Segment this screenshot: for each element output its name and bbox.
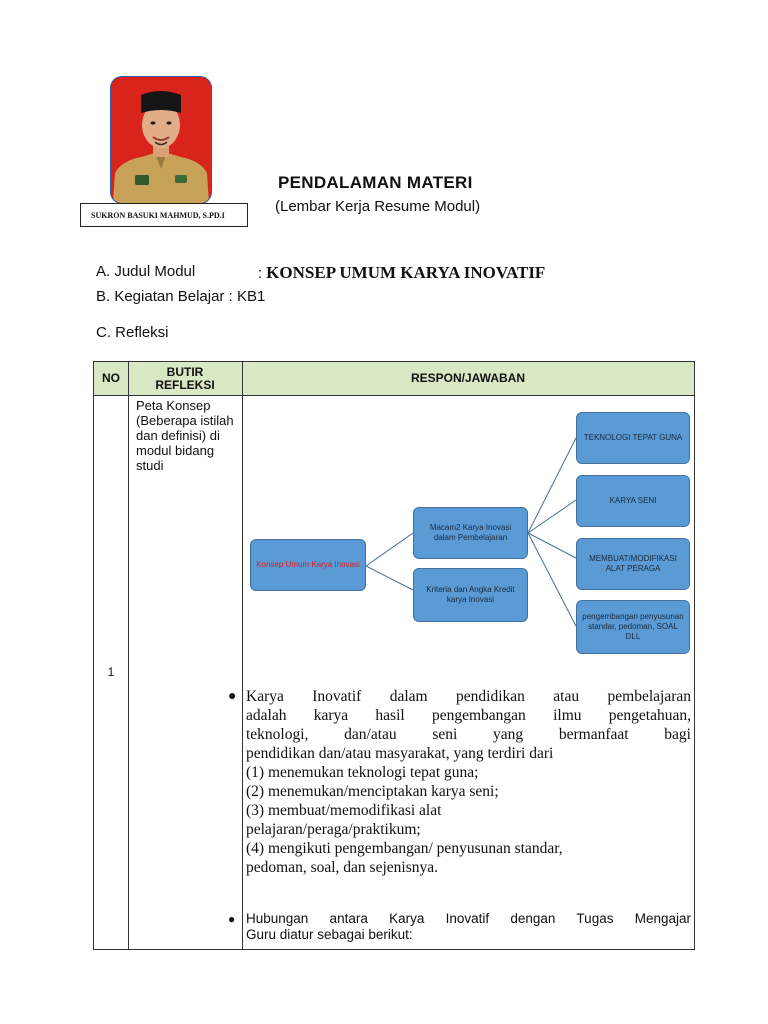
page-subtitle: (Lembar Kerja Resume Modul) [275, 198, 481, 215]
refleksi-table [93, 361, 695, 950]
bullet-icon: ● [228, 689, 237, 704]
bullet-line: (1) menemukan teknologi tepat guna; [246, 764, 479, 781]
profile-name: SUKRON BASUKI MAHMUD, S.PD.I [80, 203, 248, 227]
concept-leaf-alat-peraga: MEMBUAT/MODIFIKASI ALAT PERAGA [576, 538, 690, 590]
connector-mid1-leaf2 [528, 500, 576, 533]
meta-kegiatan-row [96, 288, 265, 305]
connector-root-mid1 [366, 533, 413, 566]
bullet-hubungan [228, 911, 691, 943]
person-portrait [111, 77, 211, 203]
header-butir-line1: BUTIR [166, 364, 204, 379]
row-butir-text: Peta Konsep (Beberapa istilah dan definisi) di modul bidang studi [136, 398, 234, 473]
connector-mid1-leaf3 [528, 533, 576, 558]
column-divider [128, 362, 129, 949]
concept-leaf-pengembangan: pengembangan penyusunan standar, pedoman, SOAL DLL [576, 600, 690, 654]
connector-mid1-leaf1 [528, 438, 576, 533]
bullet-line: Guru diatur sebagai berikut: [246, 927, 413, 942]
kegiatan-label: B. Kegiatan Belajar [96, 288, 225, 305]
bullet-line: Hubungan antara Karya Inovatif dengan Tugas Mengajar [246, 911, 691, 926]
meta-judul-row [96, 263, 546, 282]
kegiatan-value: KB1 [236, 288, 266, 305]
page-title: PENDALAMAN MATERI [278, 173, 473, 192]
bullet-line: adalah karya hasil pengembangan ilmu pengetahuan, [246, 707, 691, 724]
kegiatan-separator: : [228, 288, 233, 305]
header-no: NO [94, 362, 128, 396]
bullet-line: teknologi, dan/atau seni yang bermanfaat bagi [246, 726, 691, 743]
judul-separator: : [258, 265, 263, 282]
concept-mid-node-kriteria: Kriteria dan Angka Kredit karya Inovasi [413, 568, 528, 622]
header-butir-line2: REFLEKSI [155, 377, 215, 392]
judul-value: KONSEP UMUM KARYA INOVATIF [266, 263, 546, 282]
header-respon: RESPON/JAWABAN [242, 362, 694, 396]
bullet-line: (3) membuat/memodifikasi alat [246, 802, 442, 819]
concept-mid-node-macam: Macam2 Karya Inovasi dalam Pembelajaran [413, 507, 528, 559]
judul-value-wrap [258, 263, 545, 283]
concept-root-node: Konsep Umum Karya Inovasi [250, 539, 366, 591]
bullet-line: pedoman, soal, dan sejenisnya. [246, 859, 438, 876]
concept-leaf-teknologi: TEKNOLOGI TEPAT GUNA [576, 412, 690, 464]
connector-mid1-leaf4 [528, 533, 576, 626]
profile-photo [110, 76, 212, 204]
refleksi-label: C. Refleksi [96, 324, 169, 341]
bullet-line: (4) mengikuti pengembangan/ penyusunan standar, [246, 840, 563, 857]
judul-label: A. Judul Modul [96, 263, 196, 280]
bullet-line: pendidikan dan/atau masyarakat, yang terdiri dari [246, 745, 554, 762]
bullet-icon: ● [228, 912, 236, 926]
row-number: 1 [107, 665, 115, 679]
connector-root-mid2 [366, 566, 413, 590]
bullet-line: Karya Inovatif dalam pendidikan atau pembelajaran [246, 688, 691, 705]
bullet-line: (2) menemukan/menciptakan karya seni; [246, 783, 499, 800]
header-butir [128, 362, 242, 396]
bullet-karya-inovatif [228, 687, 691, 877]
bullet-line: pelajaran/peraga/praktikum; [246, 821, 421, 838]
concept-leaf-seni: KARYA SENI [576, 475, 690, 527]
